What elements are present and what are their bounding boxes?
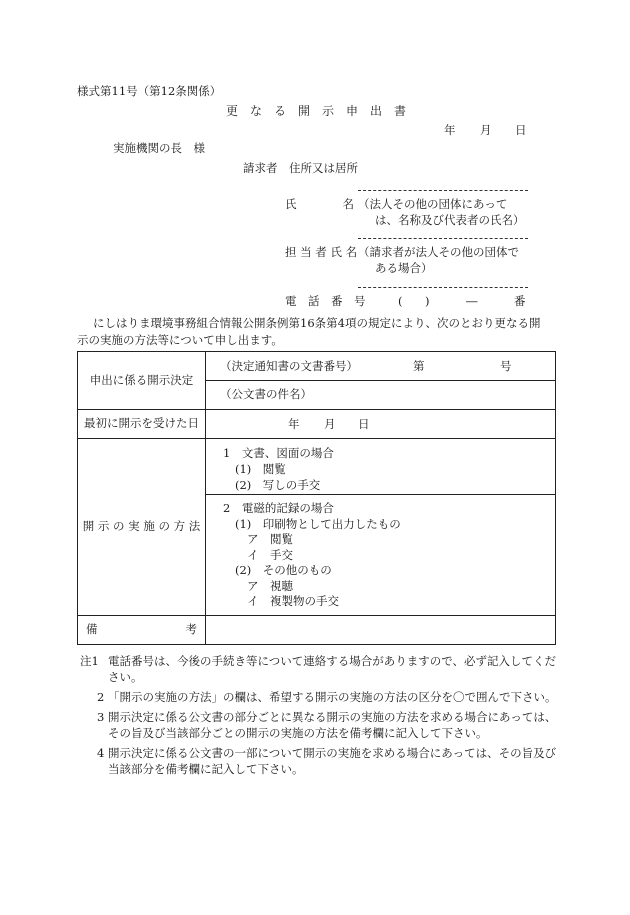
remarks-field[interactable] <box>206 616 556 645</box>
contact-label: 担 当 者 氏 名 <box>285 245 358 259</box>
name-label: 氏 名 <box>285 197 354 211</box>
requester-address-label: 請求者 住所又は居所 <box>243 161 358 175</box>
method-electronic-sub2: (2) その他のもの <box>235 563 332 577</box>
phone-dash: ― <box>466 294 478 308</box>
first-date-label: 最初に開示を受けた日 <box>84 416 199 431</box>
notice-number-field[interactable] <box>206 352 556 381</box>
method-option-other-copy[interactable]: イ 複製物の手交 <box>247 594 339 608</box>
method-option-print-view[interactable]: ア 閲覧 <box>247 532 293 546</box>
name-note-line2: は、名称及び代表者の氏名） <box>375 213 525 227</box>
note-number: 注1 <box>80 654 99 668</box>
note-item <box>80 689 560 705</box>
method-document-heading: 1 文書、図面の場合 <box>223 446 334 460</box>
note-item <box>80 745 560 777</box>
contact-note-line1: （請求者が法人その他の団体で <box>358 245 519 259</box>
date-day: 日 <box>515 123 527 137</box>
decision-label-cell <box>78 352 206 410</box>
notice-number-label: （決定通知書の文書番号） <box>220 359 358 373</box>
remarks-label-cell <box>78 616 206 645</box>
notice-dai: 第 <box>413 359 425 373</box>
decision-label: 申出に係る開示決定 <box>89 372 194 387</box>
first-date-month: 月 <box>324 417 336 431</box>
note-number: 4 <box>97 746 105 760</box>
method-option-other-listen[interactable]: ア 視聴 <box>247 578 293 593</box>
phone-dashed-line <box>358 287 528 288</box>
phone-label: 電 話 番 号 <box>285 294 366 308</box>
note-item <box>80 709 560 741</box>
name-dashed-line <box>358 190 528 191</box>
method-option-doc-copy[interactable]: (2) 写しの手交 <box>235 478 321 492</box>
document-title-label: （公文書の件名） <box>220 387 312 402</box>
contact-dashed-line <box>358 238 528 239</box>
addressee: 実施機関の長 様 <box>113 141 205 155</box>
date-year: 年 <box>444 123 456 137</box>
remarks-label: 備 考 <box>86 622 197 637</box>
document-title-field[interactable] <box>206 381 556 410</box>
method-document-options <box>206 439 556 495</box>
first-date-field[interactable] <box>206 410 556 439</box>
first-date-day: 日 <box>358 417 370 431</box>
method-label-cell <box>78 439 206 616</box>
method-option-doc-view[interactable]: (1) 閲覧 <box>235 462 286 476</box>
method-label: 開 示 の 実 施 の 方 法 <box>82 519 201 534</box>
note-text: 電話番号は、今後の手続き等について連絡する場合がありますので、必ず記入してください。 <box>108 654 557 684</box>
name-note-line1: （法人その他の団体にあって <box>358 197 508 211</box>
phone-ban: 番 <box>514 294 526 308</box>
notice-go: 号 <box>500 359 512 373</box>
method-electronic-options <box>206 495 556 616</box>
method-option-print-hand[interactable]: イ 手交 <box>247 547 293 562</box>
document-title: 更 な る 開 示 申 出 書 <box>226 104 407 118</box>
note-text: 開示決定に係る公文書の一部について開示の実施を求める場合にあっては、その旨及び当該部分を備考欄に記入して下さい。 <box>108 746 557 776</box>
note-item <box>80 653 560 685</box>
intro-line-2: 示の実施の方法等について申し出ます。 <box>77 333 283 347</box>
contact-note-line2: ある場合） <box>375 261 433 275</box>
first-date-year: 年 <box>288 417 300 431</box>
note-text: 「開示の実施の方法」の欄は、希望する開示の実施の方法の区分を〇で囲んで下さい。 <box>108 690 557 704</box>
method-electronic-heading: 2 電磁的記録の場合 <box>223 501 334 515</box>
note-text: 開示決定に係る公文書の部分ごとに異なる開示の実施の方法を求める場合にあっては、その旨及び当該部分ごとの開示の実施の方法を備考欄に記入して下さい。 <box>108 710 557 740</box>
intro-line-1: にしはりま環境事務組合情報公開条例第16条第4項の規定により、次のとおり更なる開 <box>93 316 541 330</box>
phone-close-paren: ) <box>425 294 430 308</box>
notes-section <box>80 653 560 781</box>
note-number: 2 <box>97 690 105 704</box>
request-form-table <box>77 351 556 645</box>
note-number: 3 <box>97 710 105 724</box>
method-electronic-sub1: (1) 印刷物として出力したもの <box>235 516 401 531</box>
first-date-label-cell <box>78 410 206 439</box>
phone-open-paren: ( <box>398 294 403 308</box>
form-number: 様式第11号（第12条関係） <box>77 84 222 98</box>
date-month: 月 <box>480 123 492 137</box>
